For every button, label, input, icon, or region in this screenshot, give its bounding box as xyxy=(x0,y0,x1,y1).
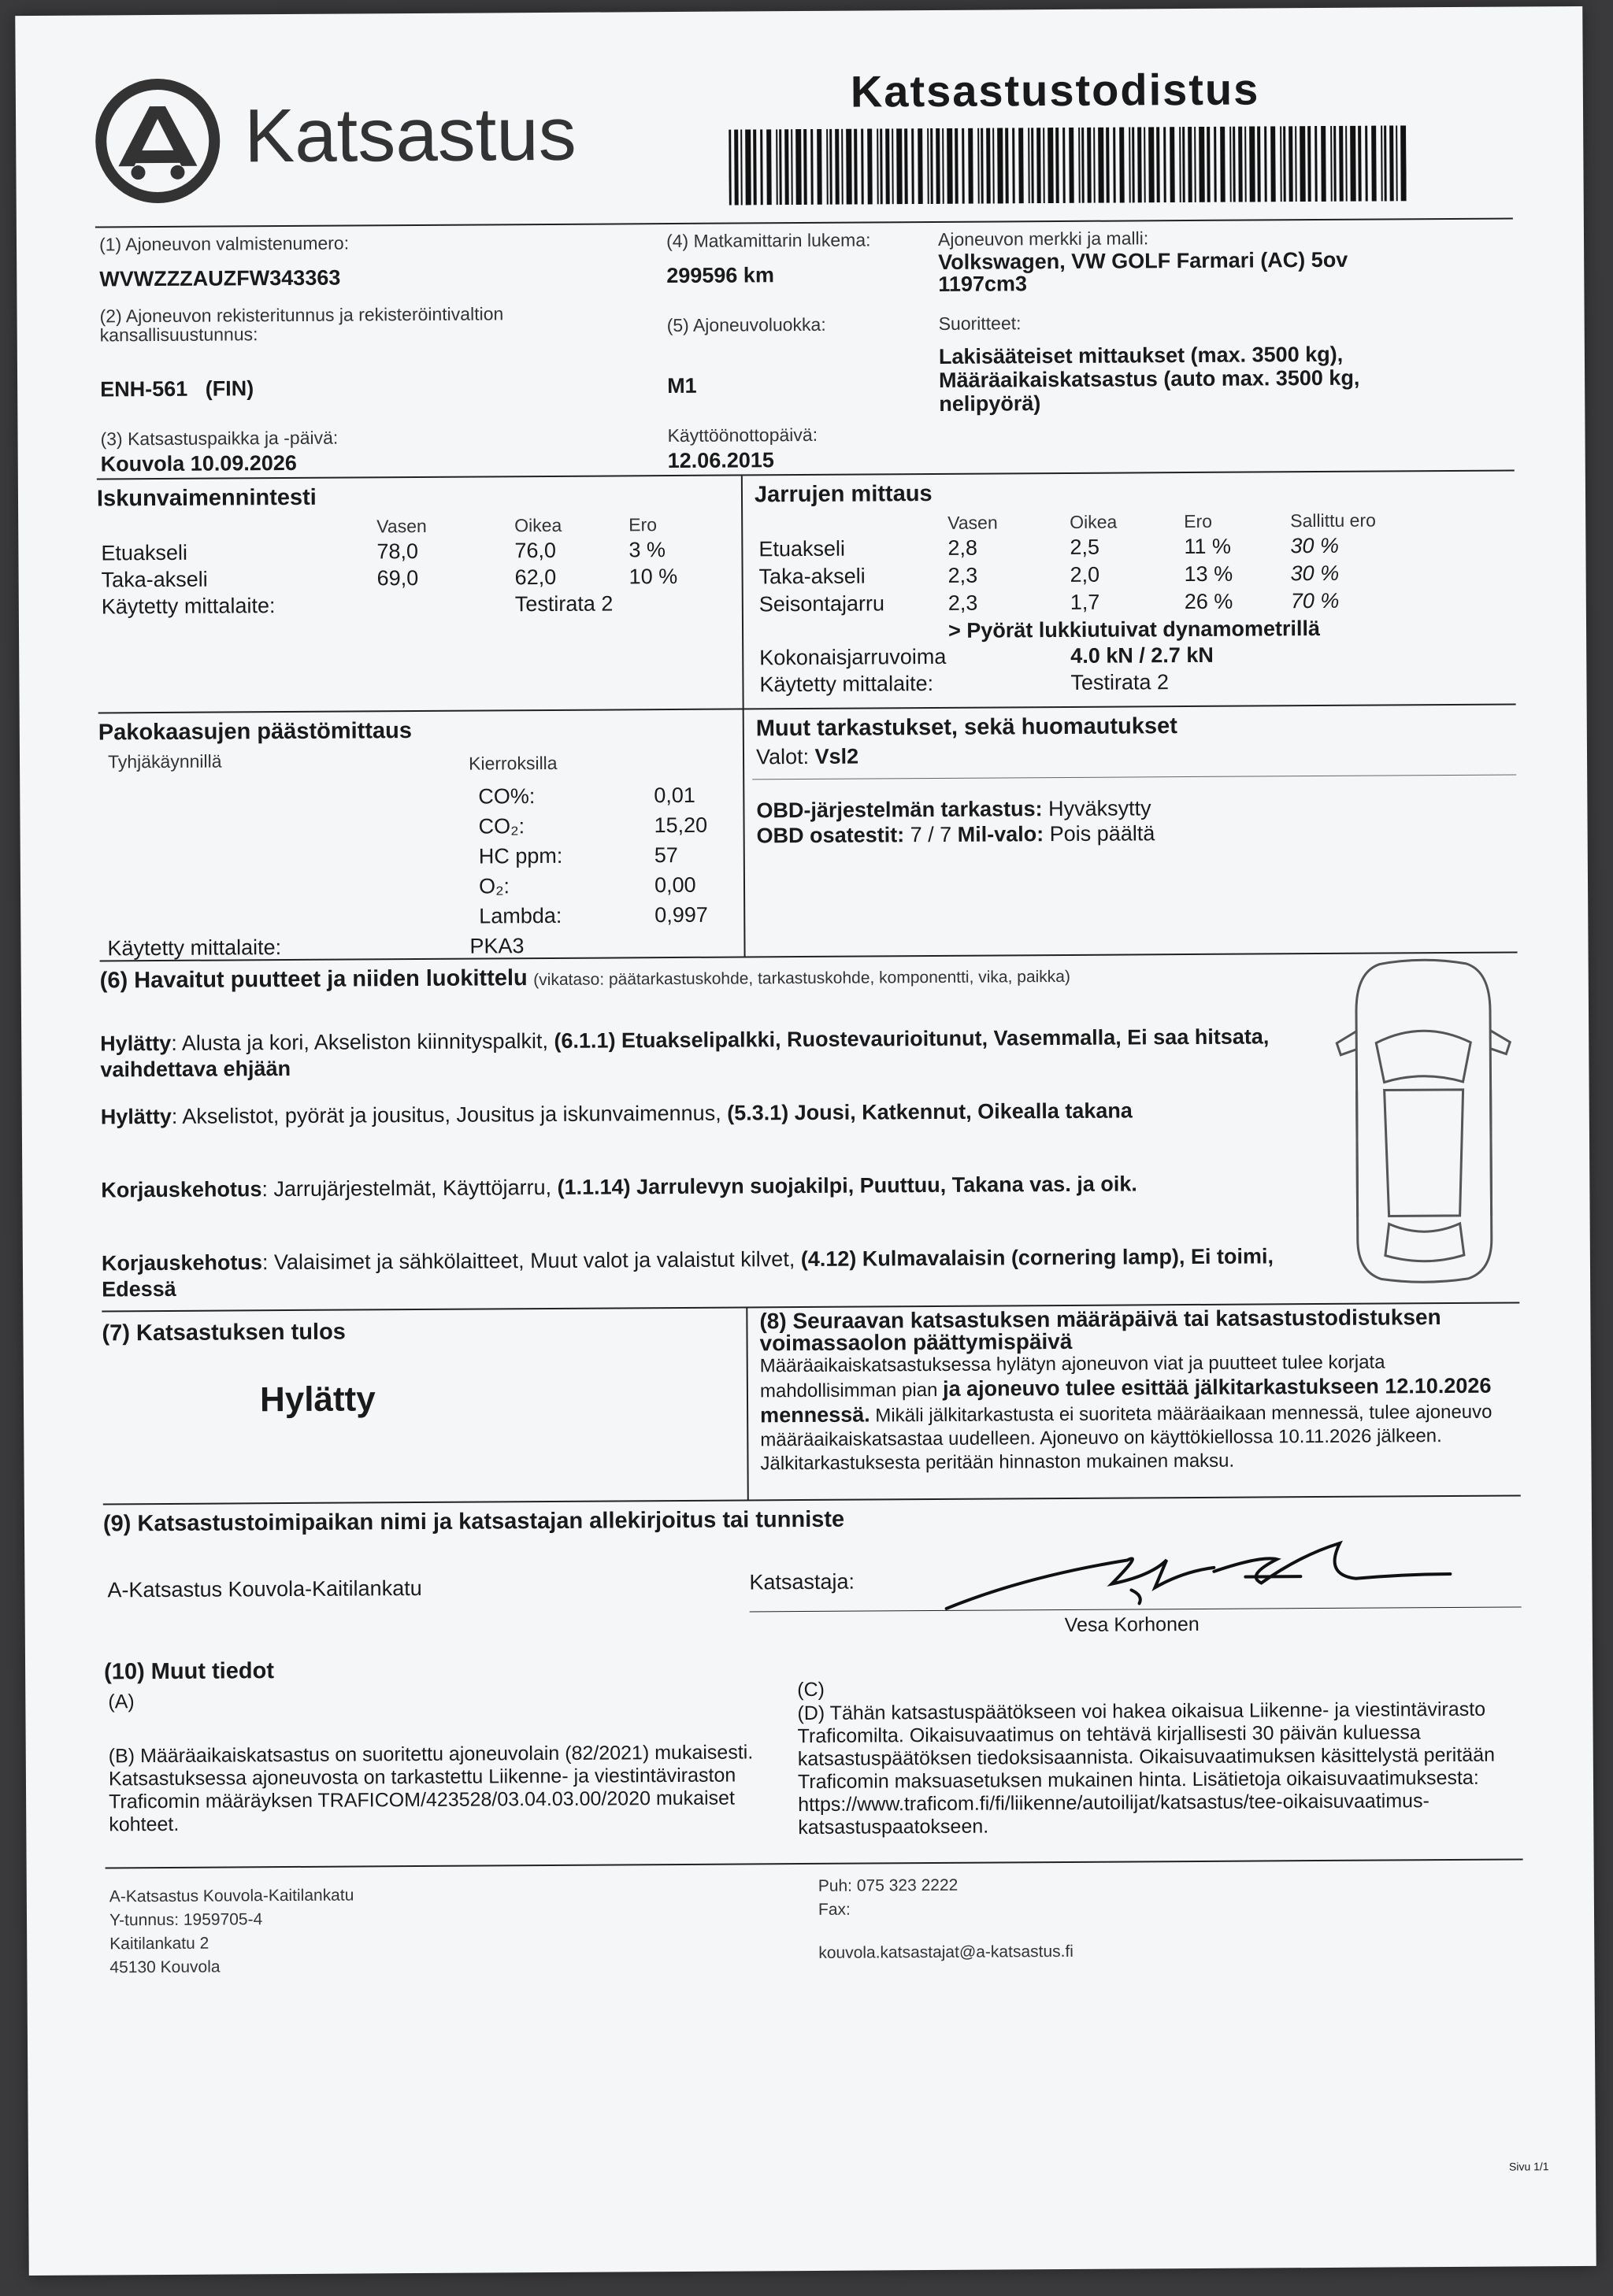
barcode-bar xyxy=(841,129,844,205)
barcode-bar xyxy=(867,128,873,204)
page-number: Sivu 1/1 xyxy=(1508,2160,1549,2173)
barcode-bar xyxy=(1270,126,1276,202)
barcode-bar xyxy=(1358,126,1362,202)
emissions-row-value: 57 xyxy=(654,842,678,868)
barcode-bar xyxy=(846,129,852,205)
barcode-bar xyxy=(1194,127,1196,202)
barcode-bar xyxy=(861,129,864,205)
result-title: (7) Katsastuksen tulos xyxy=(102,1319,346,1346)
barcode-bar xyxy=(1018,128,1024,203)
brakes-header-oikea: Oikea xyxy=(1070,511,1118,532)
barcode-bar xyxy=(784,129,789,205)
barcode-bar xyxy=(779,129,782,205)
emissions-row-value: 15,20 xyxy=(654,813,708,838)
barcode-bar xyxy=(1132,127,1135,202)
misc-a: (A) xyxy=(108,1691,135,1713)
shock-cell: 62,0 xyxy=(514,565,557,590)
barcode-bar xyxy=(885,128,890,204)
brakes-cell: 70 % xyxy=(1290,588,1340,613)
barcode-bar xyxy=(997,128,1003,203)
barcode-bar xyxy=(1207,127,1211,202)
performance-label: Suoritteet: xyxy=(938,313,1022,334)
barcode-bar xyxy=(1371,126,1377,202)
barcode-bar xyxy=(854,129,858,205)
barcode-bar xyxy=(795,129,802,205)
barcode-bar xyxy=(776,129,778,205)
result-divider xyxy=(746,1306,748,1499)
barcode-bar xyxy=(1295,126,1297,202)
barcode-bar xyxy=(877,128,879,204)
sign-rule xyxy=(103,1494,1521,1505)
barcode-bar xyxy=(1087,128,1092,203)
section-divider xyxy=(741,476,746,956)
footer-rule xyxy=(106,1858,1523,1868)
barcode-bar xyxy=(729,130,732,206)
barcode-bar xyxy=(1098,128,1104,203)
barcode-bar xyxy=(1400,125,1407,201)
barcode-bar xyxy=(1179,127,1181,202)
barcode-bar xyxy=(803,129,807,205)
barcode-bar xyxy=(760,129,763,205)
emissions-row-label: CO₂: xyxy=(478,814,525,839)
barcode-bar xyxy=(904,128,908,204)
barcode-bar xyxy=(1307,126,1311,202)
emissions-idle: Tyhjäkäynnillä xyxy=(107,750,222,772)
brakes-header-vasen: Vasen xyxy=(947,512,998,533)
emissions-row-label: CO%: xyxy=(478,784,536,809)
barcode-bar xyxy=(981,128,984,204)
barcode-bar xyxy=(1389,125,1394,201)
emissions-row-value: 0,997 xyxy=(654,902,708,928)
brakes-cell: 2,8 xyxy=(947,535,978,560)
vin-value: WVWZZZAUZFW343363 xyxy=(99,265,341,291)
header-rule xyxy=(95,217,1513,228)
barcode-bar xyxy=(942,128,944,204)
barcode-bar xyxy=(918,128,923,204)
barcode-bar xyxy=(1396,125,1398,201)
barcode-bar xyxy=(1043,128,1045,203)
footer-email: kouvola.katsastajat@a-katsastus.fi xyxy=(818,1942,1074,1962)
barcode-bar xyxy=(1078,128,1081,203)
footer-company: A-Katsastus Kouvola-Kaitilankatu xyxy=(109,1886,354,1906)
barcode-bar xyxy=(1244,127,1247,202)
brakes-cell: 11 % xyxy=(1184,534,1232,559)
vehicle-rule xyxy=(97,469,1515,480)
sign-title: (9) Katsastustoimipaikan nimi ja katsastajan allekirjoitus tai tunniste xyxy=(102,1506,845,1537)
barcode-bar xyxy=(826,129,829,205)
barcode-bar xyxy=(1280,126,1282,202)
barcode-bar xyxy=(1036,128,1041,203)
barcode-bar xyxy=(1384,125,1387,201)
brakes-row-label: Seisontajarru xyxy=(758,591,885,617)
barcode-bar xyxy=(1119,128,1125,203)
footer-ytunnus: Y-tunnus: 1959705-4 xyxy=(109,1910,263,1930)
car-diagram-icon xyxy=(1333,956,1516,1287)
intro-label: Käyttöönottopäivä: xyxy=(667,424,818,446)
defect-item: Hylätty: Alusta ja kori, Akseliston kiinnityspalkit, (6.1.1) Etuakselipalkki, Ruostevaurioitunut, Vasemmalla, Ei saa hitsata, vaihdettava ehjään xyxy=(100,1024,1270,1082)
barcode-bar xyxy=(1220,127,1226,202)
logo-text: Katsastus xyxy=(243,91,577,179)
barcode-bar xyxy=(745,129,751,205)
barcode-bar xyxy=(835,129,840,205)
barcode-bar xyxy=(1012,128,1015,203)
reg-value: ENH-561 (FIN) xyxy=(100,376,254,402)
brakes-cell: 1,7 xyxy=(1070,590,1100,614)
shock-cell: 69,0 xyxy=(376,565,419,591)
next-text: Määräaikaiskatsastuksessa hylätyn ajoneuvon viat ja puutteet tulee korjata mahdollisimman pian ja ajoneuvo tulee esittää jälkitarkastukseen 12.10.2026 mennessä. Mikäli jälkitarkastusta ei suoriteta määräaikaan mennessä, tulee ajoneuvo määräaikaiskatsastaa uudelleen. Ajoneuvo on käyttökiellossa 10.11.2026 jälkeen. Jälkitarkastuksesta peritään hinnaston mukainen maksu. xyxy=(759,1351,1492,1475)
obd-sub-line: OBD osatestit: 7 / 7 Mil-valo: Pois päältä xyxy=(756,821,1155,848)
brakes-cell: 2,3 xyxy=(947,563,978,587)
barcode-bar xyxy=(977,128,980,204)
barcode-bar xyxy=(1148,127,1155,202)
misc-b: (B) Määräaikaiskatsastus on suoritettu ajoneuvolain (82/2021) mukaisesti. Katsastuksessa ajoneuvosta on tarkastettu Liikenne- ja viestintäviraston Traficomin määräyksen TRAFICOM/423528/03.04.03.00/2020 mukaiset kohteet. xyxy=(108,1741,754,1836)
brakes-note: > Pyörät lukkiutuivat dynamometrillä xyxy=(947,616,1321,643)
footer-fax: Fax: xyxy=(818,1900,851,1919)
barcode-bar xyxy=(1062,128,1066,203)
odometer-label: (4) Matkamittarin lukema: xyxy=(666,229,871,252)
barcode-bar xyxy=(1315,126,1318,202)
inspector-name: Vesa Korhonen xyxy=(1064,1613,1200,1637)
footer-street: Kaitilankatu 2 xyxy=(109,1934,210,1953)
barcode-bar xyxy=(1048,128,1054,203)
brakes-row-label: Taka-akseli xyxy=(758,564,866,589)
brakes-cell: 2,3 xyxy=(947,591,978,615)
barcode xyxy=(729,125,1407,205)
barcode-bar xyxy=(1182,127,1185,202)
barcode-bar xyxy=(766,129,772,205)
barcode-bar xyxy=(1233,127,1236,202)
shock-device-label: Käytetty mittalaite: xyxy=(101,594,276,619)
barcode-bar xyxy=(1381,126,1383,202)
barcode-bar xyxy=(1163,127,1166,202)
emissions-row-label: HC ppm: xyxy=(478,843,563,868)
brakes-cell: 26 % xyxy=(1184,589,1233,614)
barcode-bar xyxy=(791,129,793,205)
barcode-bar xyxy=(930,128,933,204)
defects-heading: (6) Havaitut puutteet ja niiden luokittelu (vikataso: päätarkastuskohde, tarkastuskohde, komponentti, vika, paikka) xyxy=(99,965,1071,994)
signature-image xyxy=(930,1527,1482,1616)
station-name: A-Katsastus Kouvola-Kaitilankatu xyxy=(107,1576,422,1602)
shock-cell: 3 % xyxy=(629,538,666,562)
barcode-bar xyxy=(1199,127,1205,202)
shock-header-oikea: Oikea xyxy=(514,514,562,536)
performance-value: Lakisääteiset mittaukset (max. 3500 kg), Määräaikaiskatsastus (auto max. 3500 kg, nelipyörä) xyxy=(938,342,1360,416)
measure-rule xyxy=(98,703,1516,713)
barcode-bar xyxy=(829,129,832,205)
defect-item: Korjauskehotus: Valaisimet ja sähkölaitteet, Muut valot ja valaistut kilvet, (4.12) Kulmavalaisin (cornering lamp), Ei toimi, Edessä xyxy=(101,1244,1274,1302)
brakes-device-value: Testirata 2 xyxy=(1070,670,1170,694)
class-value: M1 xyxy=(667,373,697,398)
barcode-bar xyxy=(1257,126,1261,202)
shock-cell: 78,0 xyxy=(376,539,419,564)
barcode-bar xyxy=(1129,127,1131,202)
barcode-bar xyxy=(992,128,995,204)
barcode-bar xyxy=(896,128,903,204)
barcode-bar xyxy=(1028,128,1030,203)
odometer-value: 299596 km xyxy=(666,263,774,288)
brakes-cell: 2,5 xyxy=(1070,535,1100,559)
shock-cell: 76,0 xyxy=(514,538,557,563)
misc-title: (10) Muut tiedot xyxy=(104,1658,275,1685)
barcode-bar xyxy=(1188,127,1192,202)
brakes-row-label: Etuakseli xyxy=(758,536,846,561)
vin-label: (1) Ajoneuvon valmistenumero: xyxy=(98,232,350,255)
shock-header-ero: Ero xyxy=(629,514,658,535)
barcode-bar xyxy=(740,129,743,205)
footer-phone: Puh: 075 323 2222 xyxy=(818,1876,959,1895)
shock-row-label: Taka-akseli xyxy=(101,567,208,592)
obd-line: OBD-järjestelmän tarkastus: Hyväksytty xyxy=(756,796,1151,823)
barcode-bar xyxy=(1333,126,1337,202)
barcode-bar xyxy=(1321,126,1326,202)
make-label: Ajoneuvon merkki ja malli: xyxy=(937,228,1149,250)
barcode-bar xyxy=(1339,126,1344,202)
footer-city: 45130 Kouvola xyxy=(109,1957,221,1977)
barcode-bar xyxy=(986,128,991,204)
inspector-label: Katsastaja: xyxy=(749,1569,855,1594)
barcode-bar xyxy=(810,129,814,205)
barcode-bar xyxy=(1345,126,1348,202)
barcode-bar xyxy=(927,128,929,204)
barcode-bar xyxy=(892,128,894,204)
barcode-bar xyxy=(1249,126,1255,202)
shock-header-vasen: Vasen xyxy=(376,515,427,537)
class-label: (5) Ajoneuvoluokka: xyxy=(666,313,826,336)
barcode-bar xyxy=(1144,127,1146,202)
defects-rule xyxy=(100,951,1518,961)
brakes-header-sallittu: Sallittu ero xyxy=(1290,509,1376,531)
document-title: Katsastustodistus xyxy=(850,64,1260,117)
brakes-cell: 2,0 xyxy=(1070,562,1100,587)
a-logo-icon xyxy=(95,78,221,205)
barcode-bar xyxy=(1264,126,1267,202)
shock-device-value: Testirata 2 xyxy=(514,591,614,617)
intro-value: 12.06.2015 xyxy=(667,448,774,473)
emissions-device-value: PKA3 xyxy=(469,934,525,958)
next-title: (8) Seuraavan katsastuksen määräpäivä tai katsastustodistuksen voimassaolon päättymispäivä xyxy=(759,1305,1441,1356)
barcode-bar xyxy=(1289,126,1293,202)
brakes-header-ero: Ero xyxy=(1184,510,1213,532)
barcode-bar xyxy=(817,129,822,205)
barcode-bar xyxy=(1031,128,1034,203)
barcode-bar xyxy=(1106,128,1110,203)
other-title: Muut tarkastukset, sekä huomautukset xyxy=(755,713,1177,742)
barcode-bar xyxy=(1350,126,1356,202)
emissions-row-value: 0,00 xyxy=(654,872,696,898)
barcode-bar xyxy=(734,130,739,206)
emissions-device-label: Käytetty mittalaite: xyxy=(107,935,282,961)
barcode-bar xyxy=(1093,128,1096,203)
lights-line: Valot: Vsl2 xyxy=(755,744,859,769)
barcode-bar xyxy=(880,128,883,204)
barcode-bar xyxy=(1170,127,1175,202)
brakes-device-label: Käytetty mittalaite: xyxy=(759,671,934,697)
emissions-title: Pakokaasujen päästömittaus xyxy=(98,718,413,746)
emissions-row-value: 0,01 xyxy=(654,783,695,808)
barcode-bar xyxy=(1283,126,1286,202)
defect-item: Hylätty: Akselistot, pyörät ja jousitus, Jousitus ja iskunvaimennus, (5.3.1) Jousi, Katkennut, Oikealla takana xyxy=(100,1098,1133,1129)
shock-title: Iskunvaimennintesti xyxy=(96,484,317,512)
place-label: (3) Katsastuspaikka ja -päivä: xyxy=(100,427,339,450)
brakes-cell: 13 % xyxy=(1184,561,1233,587)
brakes-cell: 30 % xyxy=(1290,561,1340,586)
reg-label: (2) Ajoneuvon rekisteritunnus ja rekisteröintivaltion kansallisuustunnus: xyxy=(99,303,504,346)
shock-cell: 10 % xyxy=(629,564,678,589)
defect-item: Korjauskehotus: Jarrujärjestelmät, Käyttöjarru, (1.1.14) Jarrulevyn suojakilpi, Puuttuu, Takana vas. ja oik. xyxy=(101,1172,1137,1202)
brakes-total-value: 4.0 kN / 2.7 kN xyxy=(1070,643,1214,668)
shock-row-label: Etuakseli xyxy=(101,540,188,565)
barcode-bar xyxy=(1214,127,1217,202)
place-value: Kouvola 10.09.2026 xyxy=(100,450,297,476)
barcode-bar xyxy=(1300,126,1306,202)
brakes-cell: 30 % xyxy=(1290,533,1340,558)
barcode-bar xyxy=(1238,127,1243,202)
make-value: Volkswagen, VW GOLF Farmari (AC) 5ov 1197cm3 xyxy=(938,247,1348,296)
misc-c: (C) xyxy=(797,1678,825,1702)
barcode-bar xyxy=(1055,128,1059,203)
barcode-bar xyxy=(1113,128,1116,203)
emissions-row-label: Lambda: xyxy=(479,903,562,928)
barcode-bar xyxy=(962,128,965,204)
barcode-bar xyxy=(1330,126,1333,202)
barcode-bar xyxy=(753,129,757,205)
emissions-rpm: Kierroksilla xyxy=(468,752,558,774)
barcode-bar xyxy=(936,128,940,204)
barcode-bar xyxy=(1156,127,1160,202)
barcode-bar xyxy=(1005,128,1009,203)
result-value: Hylätty xyxy=(259,1379,376,1420)
barcode-bar xyxy=(955,128,959,204)
barcode-bar xyxy=(1365,126,1368,202)
misc-d: (D) Tähän katsastuspäätökseen voi hakea oikaisua Liikenne- ja viestintävirasto Traficomilta. Oikaisuvaatimus on tehtävä kirjallisesti 30 päivän kuluessa katsastuspäätöksen tiedoksisaannista. Oikaisuvaatimuksen käsittelystä peritään Traficomin maksuasetuksen mukainen hinta. Lisätietoja oikaisuvaatimuksesta: https://www.traficom.fi/fi/liikenne/autoilijat/katsastus/tee-oikaisuvaatimus-katsastuspaatokseen. xyxy=(797,1698,1496,1839)
barcode-bar xyxy=(911,128,914,204)
certificate-paper xyxy=(15,6,1596,2276)
barcode-bar xyxy=(1081,128,1085,203)
brakes-total-label: Kokonaisjarruvoima xyxy=(759,644,947,670)
barcode-bar xyxy=(1069,128,1074,203)
barcode-bar xyxy=(968,128,973,204)
barcode-bar xyxy=(947,128,953,204)
barcode-bar xyxy=(1229,127,1232,202)
emissions-row-label: O₂: xyxy=(478,874,510,898)
barcode-bar xyxy=(1137,127,1142,202)
brakes-title: Jarrujen mittaus xyxy=(754,481,933,508)
